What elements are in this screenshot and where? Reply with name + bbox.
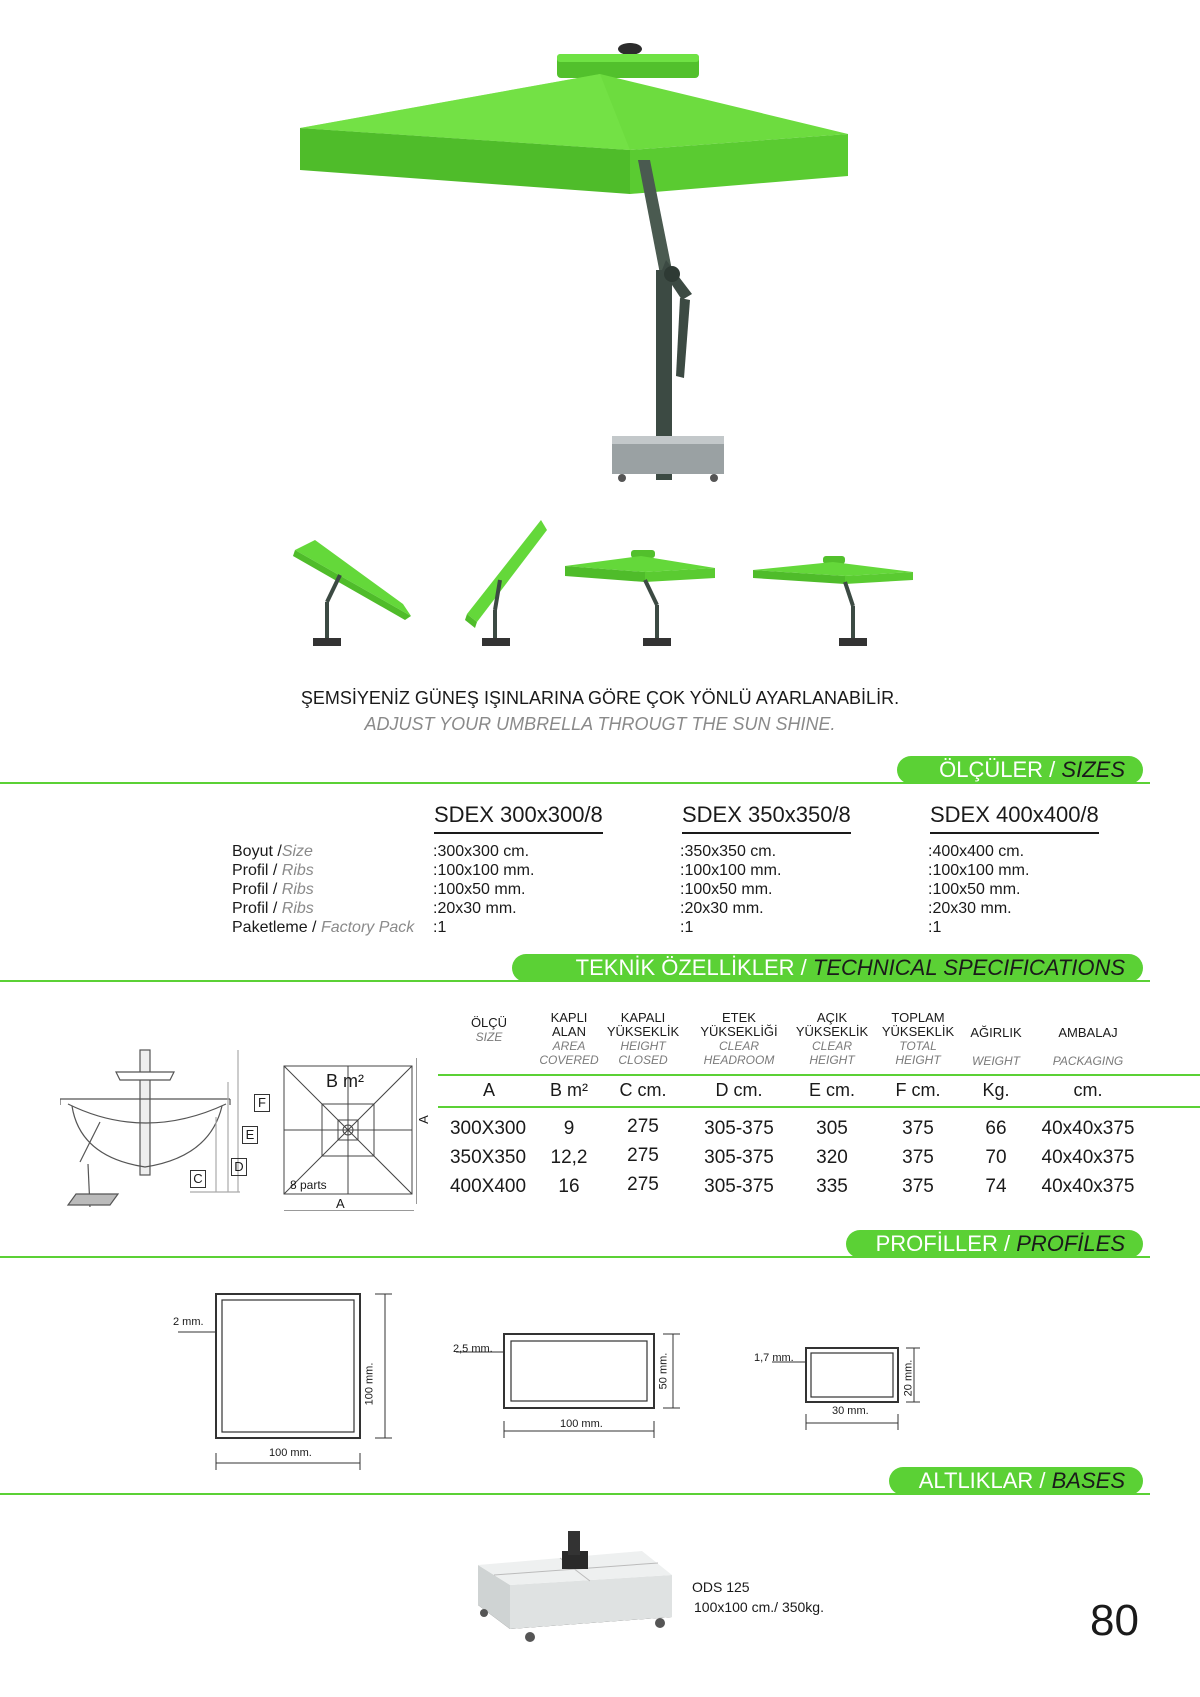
table-cell: 40x40x375 [1041,1118,1135,1139]
diagram-top-label: B m² [326,1071,364,1091]
table-cell: 70 [985,1147,1007,1168]
umbrella-tilt-positions-image [285,520,945,660]
spec-value: :100x100 mm. [433,862,535,879]
model-title-1: SDEX 300x300/8 [434,802,603,834]
base-ods125-image [470,1525,680,1645]
table-cell: 275 [627,1174,659,1195]
profile-1-thickness: 2 mm. [173,1316,204,1328]
table-cell: 375 [902,1147,934,1168]
spec-value: :1 [680,919,694,936]
table-cell: 305-375 [704,1176,774,1197]
table-header-weight: AĞIRLIK WEIGHT [970,1025,1022,1068]
diagram-letter-c: C [190,1170,206,1188]
spec-value: :300x300 cm. [433,843,530,860]
table-header-total-height: TOPLAM YÜKSEKLİK TOTAL HEIGHT [881,1010,955,1067]
profile-3-thickness: 1,7 mm. [754,1352,794,1364]
profile-1-height: 100 mm. [363,1362,376,1406]
table-header-clear-height: AÇIK YÜKSEKLİK CLEAR HEIGHT [795,1010,869,1067]
table-header-size: ÖLÇÜ SIZE [470,1015,508,1044]
technical-title-en: TECHNICAL SPECIFICATIONS [812,955,1125,980]
spec-value: :100x50 mm. [928,881,1021,898]
table-unit: F cm. [895,1080,941,1100]
table-header-area: KAPLI ALAN AREA COVERED [539,1010,599,1067]
table-cell: 66 [985,1118,1007,1139]
spec-value: :100x50 mm. [680,881,773,898]
spec-label: Profil / Ribs [232,862,314,879]
table-cell: 275 [627,1145,659,1166]
page-number: 80 [1090,1596,1139,1645]
spec-value: :100x100 mm. [680,862,782,879]
umbrella-side-diagram [60,1042,280,1207]
table-unit: cm. [1073,1080,1103,1100]
table-cell: 375 [902,1118,934,1139]
spec-label: Paketleme / Factory Pack [232,919,415,936]
table-cell: 9 [563,1118,575,1139]
table-units-divider [438,1106,1200,1108]
spec-value: :350x350 cm. [680,843,777,860]
table-header-closed-height: KAPALI YÜKSEKLİK HEIGHT CLOSED [606,1010,680,1067]
diagram-side-dimension-line [416,1058,417,1204]
diagram-letter-f: F [254,1094,270,1112]
spec-value: :1 [433,919,447,936]
table-cell: 40x40x375 [1041,1147,1135,1168]
bases-title-en: BASES [1051,1468,1125,1493]
spec-value: :1 [928,919,942,936]
base-model: ODS 125 [692,1579,750,1595]
spec-value: :100x100 mm. [928,862,1030,879]
model-title-2: SDEX 350x350/8 [682,802,851,834]
table-header-packaging: AMBALAJ PACKAGING [1052,1025,1124,1068]
table-cell: 350X350 [449,1147,527,1168]
profile-2-thickness: 2,5 mm. [453,1343,493,1355]
table-unit: D cm. [715,1080,763,1100]
table-cell: 320 [816,1147,848,1168]
technical-section-pill [512,954,1143,982]
spec-value: :20x30 mm. [928,900,1012,917]
sizes-title-en: SIZES [1061,757,1125,782]
table-unit: A [482,1080,495,1100]
profiles-title-en: PROFİLES [1016,1231,1125,1256]
diagram-bottom-label: A [336,1196,345,1211]
caption-en: ADJUST YOUR UMBRELLA THROUGT THE SUN SHINE. [364,714,836,734]
sizes-title-tr: ÖLÇÜLER / [939,757,1056,782]
table-cell: 305-375 [704,1147,774,1168]
table-cell: 275 [627,1116,659,1137]
profile-1-width: 100 mm. [269,1447,312,1459]
bases-title-tr: ALTLIKLAR / [918,1468,1046,1493]
model-title-3: SDEX 400x400/8 [930,802,1099,834]
spec-label: Profil / Ribs [232,900,314,917]
profiles-drawings [150,1280,930,1470]
table-cell: 74 [985,1176,1007,1197]
table-cell: 40x40x375 [1041,1176,1135,1197]
table-cell: 12,2 [550,1147,588,1168]
bases-section-pill [889,1467,1143,1495]
table-unit: B m² [550,1080,588,1100]
profiles-section-pill [846,1230,1143,1258]
profile-3-height: 20 mm. [902,1359,915,1397]
table-cell: 335 [816,1176,848,1197]
diagram-letter-d: D [231,1158,247,1176]
profile-2-height: 50 mm. [657,1352,670,1390]
diagram-parts-label: 8 parts [290,1178,327,1192]
table-unit: C cm. [619,1080,667,1100]
caption-tr: ŞEMSİYENİZ GÜNEŞ IŞINLARINA GÖRE ÇOK YÖNLÜ AYARLANABİLİR. [300,688,900,708]
profile-2-width: 100 mm. [560,1418,603,1430]
table-unit: Kg. [982,1080,1010,1100]
diagram-letter-e: E [242,1126,258,1144]
diagram-bottom-dimension-line [284,1210,414,1211]
spec-value: :100x50 mm. [433,881,526,898]
table-cell: 300X300 [449,1118,527,1139]
table-cell: 400X400 [449,1176,527,1197]
spec-label: Profil / Ribs [232,881,314,898]
table-cell: 16 [558,1176,580,1197]
spec-value: :20x30 mm. [680,900,764,917]
spec-label: Boyut /Size [232,843,313,860]
diagram-side-label: A [415,1115,431,1124]
sizes-section-pill [897,756,1143,784]
base-spec: 100x100 cm./ 350kg. [694,1599,824,1615]
table-cell: 375 [902,1176,934,1197]
spec-value: :400x400 cm. [928,843,1025,860]
table-header-divider [438,1074,1200,1076]
table-header-headroom: ETEK YÜKSEKLİĞİ CLEAR HEADROOM [700,1010,778,1067]
table-cell: 305-375 [704,1118,774,1139]
profiles-title-tr: PROFİLLER / [875,1231,1011,1256]
umbrella-main-image [300,38,920,518]
profile-3-width: 30 mm. [832,1405,869,1417]
technical-title-tr: TEKNİK ÖZELLİKLER / [575,955,807,980]
table-cell: 305 [816,1118,848,1139]
spec-value: :20x30 mm. [433,900,517,917]
table-unit: E cm. [808,1080,855,1100]
